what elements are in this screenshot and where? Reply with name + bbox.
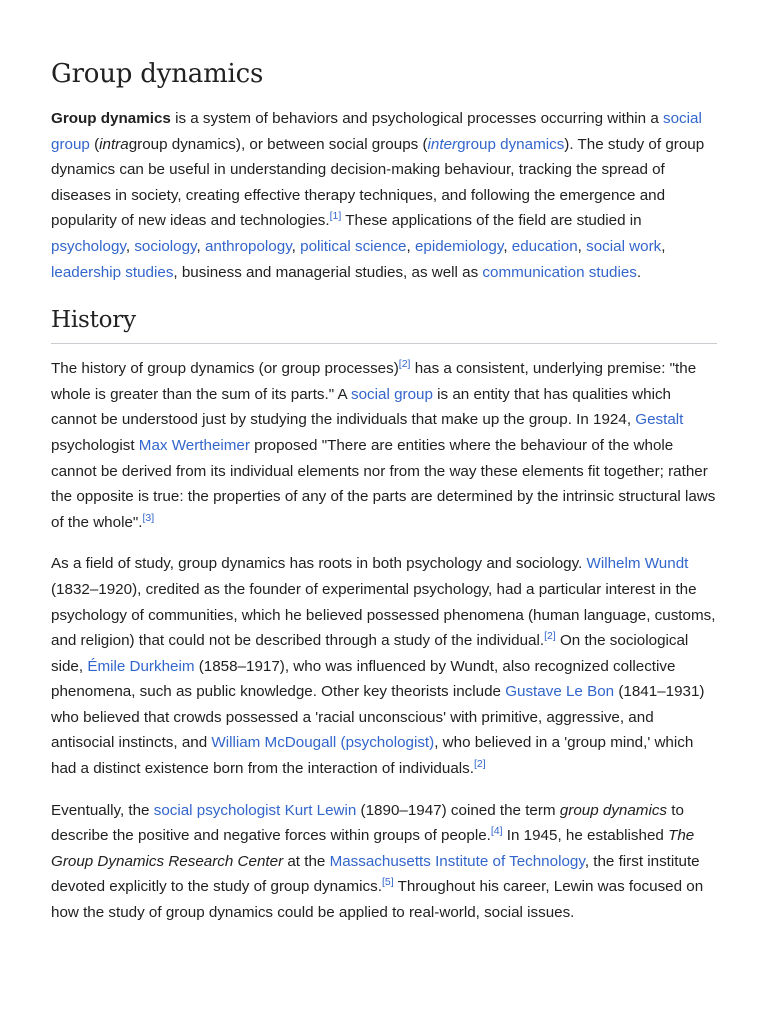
history-text: has a consistent, underlying premise: "the whole is greater than the sum of its parts." A [51, 360, 697, 403]
link-wilhelm-wundt[interactable]: Wilhelm Wundt [586, 555, 689, 573]
link-max-wertheimer[interactable]: Max Wertheimer [138, 436, 250, 454]
link-mit[interactable]: Massachusetts Institute of Technology [329, 852, 585, 870]
link-intergroup-dynamics[interactable] [428, 136, 565, 153]
history-text: Throughout his career, Lewin was focused on how the study of group dynamics could be applied to real-world, social issues. [51, 878, 704, 922]
separator: , [196, 237, 205, 255]
history-text: (1858–1917), who was influenced by Wundt, also recognized collective phenomena, such as public knowledge. Other key theorists include [51, 657, 676, 701]
intergroup-rest: group dynamics [457, 135, 565, 153]
intro-text: , business and managerial studies, as well as [173, 263, 483, 281]
link-epidemiology[interactable]: epidemiology [414, 237, 504, 255]
link-gustave-le-bon[interactable]: Gustave Le Bon [505, 683, 615, 701]
history-text: On the sociological side, [51, 632, 689, 675]
link-social-group[interactable]: social group [51, 110, 702, 153]
history-paragraph-3 [51, 798, 717, 926]
link-william-mcdougall[interactable]: William McDougall (psychologist) [211, 734, 435, 752]
separator: , [291, 237, 301, 255]
history-text: In 1945, he established [502, 827, 669, 845]
link-leadership-studies[interactable]: leadership studies [51, 263, 174, 281]
link-communication-studies[interactable]: communication studies [482, 263, 637, 281]
intro-paragraph [51, 106, 717, 285]
history-text: , the first institute devoted explicitly to the study of group dynamics. [51, 852, 700, 896]
link-social-group[interactable]: social group [351, 385, 433, 403]
history-text: (1832–1920), credited as the founder of experimental psychology, had a particular interest in the psychology of communities, which he believed possessed phenomena (human language, customs, and religion) that could not be described through a study of the individual. [51, 580, 716, 650]
link-anthropology[interactable]: anthropology [204, 237, 292, 255]
history-text: (1890–1947) coined the term [356, 801, 560, 819]
history-text: at the [283, 852, 330, 870]
reference-link[interactable]: [4] [490, 825, 503, 838]
intro-text: group dynamics), or between social groups ( [128, 135, 428, 153]
reference-link[interactable]: [2] [473, 758, 486, 770]
link-education[interactable]: education [511, 237, 578, 255]
link-political-science[interactable]: political science [300, 237, 407, 255]
history-text: The history of group dynamics (or group processes) [51, 360, 399, 378]
italic-term: group dynamics [559, 801, 668, 819]
history-text: to describe the positive and negative forces within groups of people. [51, 801, 684, 845]
history-text: psychologist [51, 436, 139, 454]
italic-center-name: The Group Dynamics Research Center [51, 827, 695, 870]
link-sociology[interactable]: sociology [134, 237, 197, 255]
bold-term: Group dynamics [51, 110, 171, 127]
history-text: is an entity that has qualities which cannot be understood just by studying the individuals that make up the group. In 1924, [51, 385, 671, 429]
reference-link[interactable]: [3] [142, 511, 155, 524]
intra-italic: intra [99, 135, 129, 153]
history-text: Eventually, the [51, 801, 154, 819]
intro-text: ( [89, 135, 100, 153]
history-paragraph-2 [51, 551, 717, 781]
reference-link[interactable]: [2] [544, 630, 556, 643]
intro-text: These applications of the field are studied in [341, 212, 642, 230]
link-kurt-lewin[interactable]: social psychologist Kurt Lewin [153, 801, 357, 819]
separator: , [125, 237, 135, 255]
intro-text: ). The study of group dynamics can be useful in understanding decision-making behaviour, tracking the spread of diseases in society, creating effective therapy techniques, and following the emergence and popularity of new ideas and technologies. [51, 135, 705, 230]
reference-link[interactable]: [5] [381, 876, 394, 889]
link-emile-durkheim[interactable]: Émile Durkheim [87, 657, 195, 675]
reference-link[interactable]: [1] [329, 210, 342, 223]
history-paragraph-1 [51, 356, 717, 535]
history-text: As a field of study, group dynamics has roots in both psychology and sociology. [51, 555, 587, 573]
separator: , [503, 237, 512, 255]
history-text: proposed "There are entities where the behaviour of the whole cannot be derived from its individual elements nor from the way these elements fit together; rather the opposite is true: the properties of any of the parts are determined by the intrinsic structural laws of the whole". [51, 436, 716, 531]
link-social-work[interactable]: social work [586, 237, 662, 255]
history-text: (1841–1931) who believed that crowds possessed a 'racial unconscious' with primitive, aggressive, and antisocial instincts, and [51, 683, 705, 752]
separator: , [406, 237, 415, 255]
section-heading-history: History [51, 305, 717, 344]
separator: , [577, 237, 587, 255]
link-gestalt[interactable]: Gestalt [635, 411, 684, 429]
link-psychology[interactable]: psychology [51, 237, 126, 255]
inter-italic: inter [427, 135, 458, 153]
history-text: , who believed in a 'group mind,' which had a distinct existence born from the interaction of individuals. [51, 734, 694, 778]
intro-text: is a system of behaviors and psychological processes occurring within a [170, 110, 663, 127]
intro-text: . [636, 263, 642, 281]
page-title: Group dynamics [51, 59, 264, 89]
separator: , [661, 237, 666, 255]
reference-link[interactable]: [2] [398, 358, 411, 371]
